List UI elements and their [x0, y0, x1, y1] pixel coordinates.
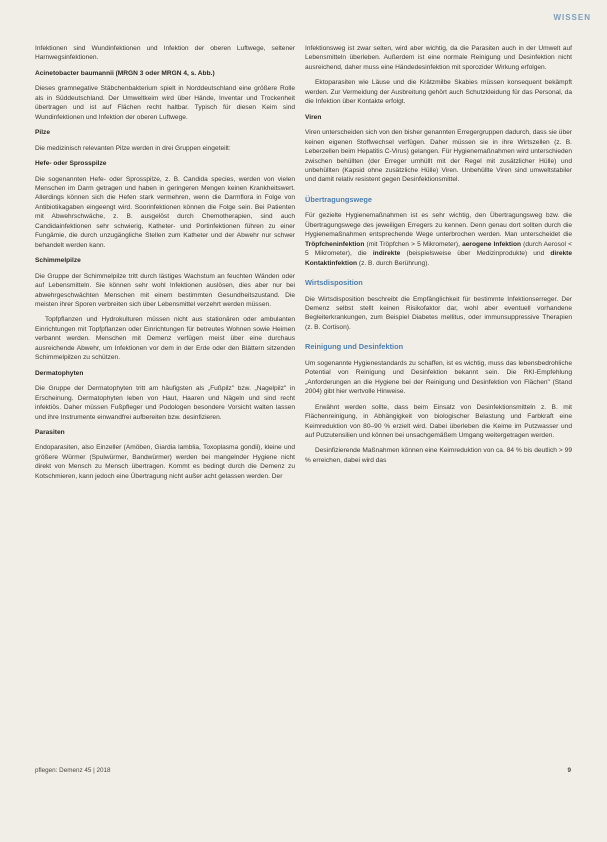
- page-number: 9: [567, 767, 571, 774]
- viren-heading: Viren: [305, 113, 322, 121]
- tropfcheninfektion-text: (mit Tröpfchen > 5 Mikrometer),: [366, 240, 460, 248]
- right-column: [305, 44, 572, 471]
- indirekte-text: (beispielsweise über Medizinprodukte) und: [406, 250, 545, 258]
- journal-name: pflegen: Demenz 45 | 2018: [35, 767, 111, 774]
- indirekte-term: indirekte: [372, 250, 401, 258]
- pilze-heading: Pilze: [35, 129, 51, 137]
- aerogene-infektion-term: aerogene Infektion: [462, 240, 522, 248]
- reinigung-paragraph-3: Desinfizierende Maßnahmen können eine Keimreduktion von ca. 84 % bis deutlich > 99 % erreichen, dabei wird das: [305, 447, 572, 464]
- schimmelpilze-paragraph-2: Topfpflanzen und Hydrokulturen müssen nicht aus stationären oder ambulanten Einrichtungen mit Topfpflanzen oder Einrichtungen für betreutes Wohnen sowie Heimen verbannt werden. Menschen mit Demenz verfügen meist über eine durchaus ausreichende Abwehr, um Infektionen vor dem in der Erde oder den Blättern sitzenden Schimmelpilzen zu schützen.: [35, 316, 295, 362]
- wirtsdisposition-heading: Wirtsdisposition: [305, 278, 363, 288]
- aerogene-infektion-text: (durch Aerosol < 5 Mikrometer), die: [305, 240, 572, 258]
- viren-paragraph: Viren unterscheiden sich von den bisher genannten Erregergruppen dadurch, dass sie über keinen eigenen Stoffwechsel verfügen. Daher müssen sie in ihre Wirtszellen (z. B. Leberzellen beim Hepatitis C-Virus) gelangen. Für Hygienemaßnahmen wird unterschieden zwischen behüllten (der Erreger umhüllt mit der Regel mit zusätzlicher Hülle) und unbehüllten (Kapsid ohne zusätzliche Hülle) Viren. Unbehüllte Viren sind umweltstabiler und damit relativ resistent gegen Desinfektionsmittel.: [305, 129, 572, 184]
- schimmelpilze-paragraph: Die Gruppe der Schimmelpilze tritt durch lästiges Wachstum an feuchten Wänden oder auf Lebensmitteln. Sie können sehr wohl Infektionen auslösen, dies aber nur bei abwehrgeschwächten Menschen mit einem bestimmten Gesundheitszustand. Die meisten ihrer Sporen verbreiten sich über Lebensmittel verzehrt werden müssen.: [35, 272, 295, 308]
- dermatophyten-heading: Dermatophyten: [35, 369, 84, 377]
- intro-paragraph: Infektionen sind Wundinfektionen und Infektion der oberen Luftwege, seltener Harnwegsinfektionen.: [35, 45, 295, 62]
- uebertragungswege-paragraph: [305, 211, 572, 268]
- left-column: [35, 44, 295, 487]
- acinetobacter-heading: Acinetobacter baumannii (MRGN 3 oder MRGN 4, s. Abb.): [35, 69, 215, 77]
- dermatophyten-paragraph: Die Gruppe der Dermatophyten tritt am häufigsten als „Fußpilz" bzw. „Nagelpilz" in Erscheinung. Dermatophyten leben von Haut, Haaren und Nägeln und sind recht infektiös. Daher müssen Fußpfleger und Podologen besondere Vorsicht walten lassen und ihre Instrumente einwandfrei aufbereiten bzw. desinfizieren.: [35, 385, 295, 421]
- page-footer: [35, 767, 571, 774]
- hefepilze-paragraph: Die sogenannten Hefe- oder Sprosspilze, z. B. Candida species, werden von vielen Menschen im Darm getragen und haben in geringeren Mengen keinen Krankheitswert. Allerdings können sich die Hefen stark vermehren, wenn die Darmflora in Folge von Antibiotikagaben eingeengt wird. Soorinfektionen können die Folge sein. Bei Patienten mit Abwehrschwäche, z. B. ausgelöst durch Chemotherapien, sind auch Candidainfektionen sehr schwierig, Katheter- und Portinfektionen führen zu einer Fungämie, die durch unzugängliche Stellen zum Katheter und der Abwehr nur schwer behandelt werden kann.: [35, 175, 295, 249]
- direkte-kontaktinfektion-term: direkte Kontaktinfektion: [305, 250, 573, 267]
- ektoparasiten-paragraph: Ektoparasiten wie Läuse und die Krätzmilbe Skabies müssen konsequent bekämpft werden. Zur Vermeidung der Ausbreitung gehört auch Schutzkleidung für das Personal, da die Infektion über Kontakte erfolgt.: [305, 79, 572, 106]
- reinigung-paragraph-2: Erwähnt werden sollte, dass beim Einsatz von Desinfektionsmitteln z. B. mit Flächenreinigung, in Abhängigkeit von biologischer Belastung und Farbkraft eine Keimreduktion von 80–90 % erzielt wird. Dabei überleben die Keime im Putzwasser und auf Putzutensilien und können bei unsachgemäßem Umgang weitergetragen werden.: [305, 403, 572, 439]
- reinigung-paragraph: Um sogenannte Hygienestandards zu schaffen, ist es wichtig, muss das lebensbedrohliche Potential von Reinigung und Desinfektion bekannt sein. Die RKI-Empfehlung „Anforderungen an die Hygiene bei der Reinigung und Desinfektion von Flächen" (Stand 2004) gibt hier wertvolle Hinweise.: [305, 359, 572, 396]
- section-tag: WISSEN: [553, 13, 591, 22]
- right-top-paragraph: Infektionsweg ist zwar selten, wird aber wichtig, da die Parasiten auch in der Umwelt auf Lebensmitteln überleben. Außerdem ist eine normale Reinigung und Desinfektion nicht ausreichend, daher muss eine Händedesinfektion mit sporozider Wirkung erfolgen.: [305, 45, 572, 71]
- uebertragung-intro: Für gezielte Hygienemaßnahmen ist es sehr wichtig, den Übertragungsweg bzw. die Übertragungswege des jeweiligen Erregers zu kennen. Denn genau dort sollten durch die Hygienemaßnahmen entsprechende Wege unterbrochen werden. Man unterscheidet die: [305, 212, 572, 239]
- acinetobacter-paragraph: Dieses gramnegative Stäbchenbakterium spielt in Norddeutschland eine größere Rolle als in Süddeutschland. Der Umweltkeim wird über Hände, Inventar und Trockenheit übertragen und ist auf Flächen recht haltbar. Typisch für diesen Keim sind Wundinfektionen und Infektion der oberen Luftwege.: [35, 85, 295, 121]
- direkte-kontaktinfektion-text: (z. B. durch Berührung).: [358, 259, 430, 267]
- reinigung-desinfektion-heading: Reinigung und Desinfektion: [305, 342, 404, 352]
- tropfcheninfektion-term: Tröpfcheninfektion: [305, 240, 365, 248]
- wirtsdisposition-paragraph: Die Wirtsdisposition beschreibt die Empfänglichkeit für bestimmte Infektionserreger. Der Demenz selbst stellt keinen Risikofaktor dar, wohl aber eventuell vorhandene Begleiterkrankungen, zum Beispiel Diabetes mellitus, oder immunsuppressive Therapien (z. B. Cortison).: [305, 295, 572, 331]
- hefepilze-heading: Hefe- oder Sprosspilze: [35, 160, 107, 168]
- pilze-paragraph: Die medizinisch relevanten Pilze werden in drei Gruppen eingeteilt:: [35, 144, 231, 152]
- parasiten-paragraph: Endoparasiten, also Einzeller (Amöben, Giardia lamblia, Toxoplasma gondii), kleine und größere Würmer (Spulwürmer, Bandwürmer) werden bei mangelnder Hygiene nicht direkt von Mensch zu Mensch übertragen. Kommt es bedingt durch die Demenz zu Kotschmieren, kann jedoch eine Übertragung nicht außer acht gelassen werden. Der: [35, 444, 295, 480]
- uebertragungswege-heading: Übertragungswege: [305, 194, 372, 204]
- schimmelpilze-heading: Schimmelpilze: [35, 257, 81, 265]
- parasiten-heading: Parasiten: [35, 428, 65, 436]
